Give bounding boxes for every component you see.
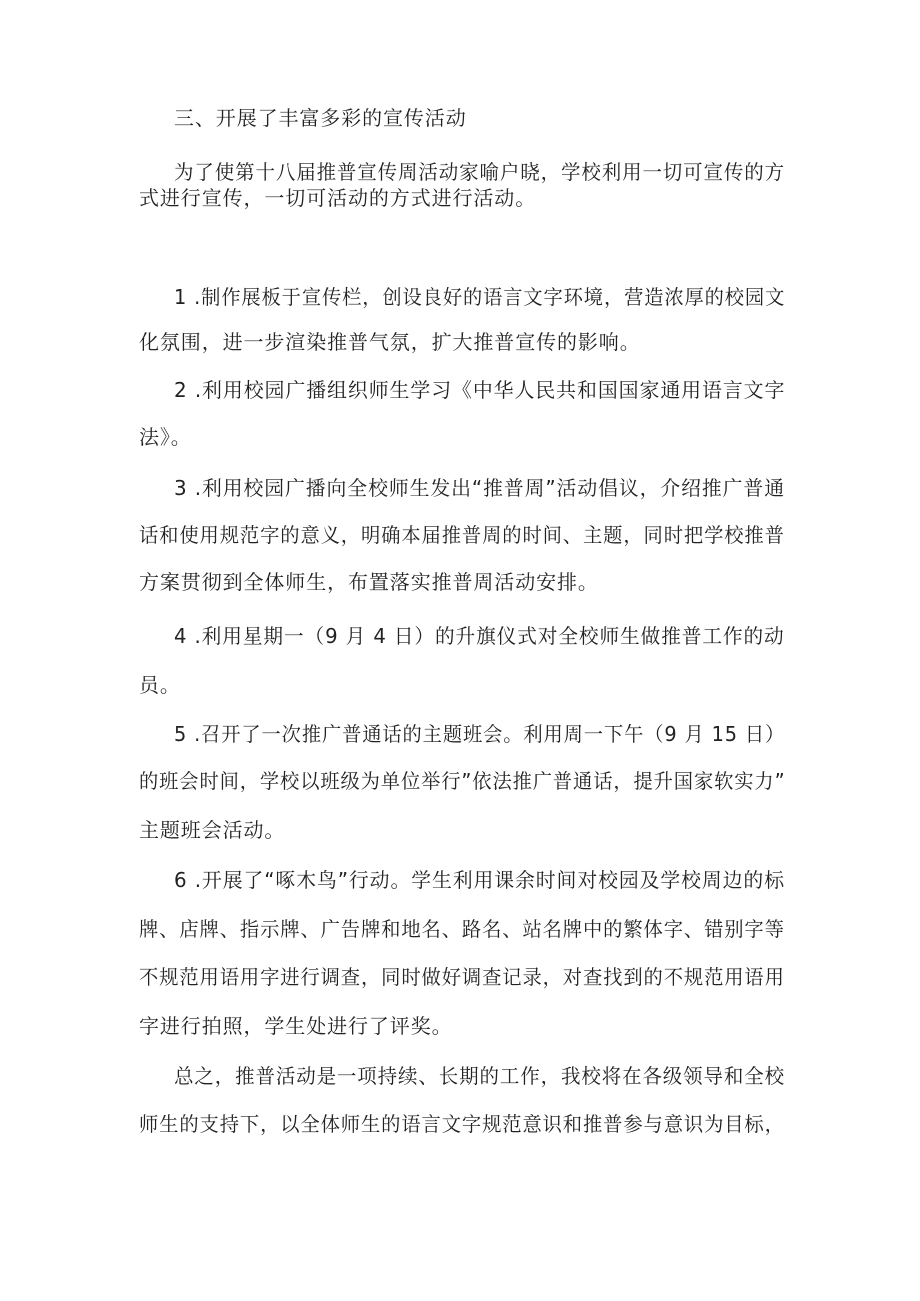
item-6-line-1: 6 .开展了“啄木鸟”行动。学生利用课余时间对校园及学校周边的标	[174, 868, 785, 892]
conclusion-line-1: 总之，推普活动是一项持续、长期的工作，我校将在各级领导和全校	[174, 1064, 786, 1088]
intro-line-2: 式进行宣传，一切可活动的方式进行活动。	[139, 186, 537, 210]
item-1-line-1: 1 .制作展板于宣传栏，创设良好的语言文字环境，营造浓厚的校园文	[174, 285, 786, 309]
item-6-line-4: 字进行拍照，学生处进行了评奖。	[139, 1014, 453, 1038]
item-5-line-2: 的班会时间，学校以班级为单位举行”依法推广普通话，提升国家软实力”	[139, 769, 786, 793]
item-3-line-2: 话和使用规范字的意义，明确本届推普周的时间、主题，同时把学校推普	[139, 523, 785, 547]
item-4-line-2: 员。	[139, 673, 181, 697]
item-3-line-1: 3 .利用校园广播向全校师生发出“推普周”活动倡议，介绍推广普通	[174, 476, 785, 500]
item-4-line-1: 4 .利用星期一（9 月 4 日）的升旗仪式对全校师生做推普工作的动	[174, 624, 785, 648]
item-3-line-3: 方案贯彻到全体师生，布置落实推普周活动安排。	[139, 570, 599, 594]
item-6-line-3: 不规范用语用字进行调查，同时做好调查记录，对查找到的不规范用语用	[139, 965, 785, 989]
conclusion-line-2: 师生的支持下，以全体师生的语言文字规范意识和推普参与意识为目标，	[139, 1112, 785, 1136]
item-5-line-1: 5 .召开了一次推广普通话的主题班会。利用周一下午（9 月 15 日）	[174, 722, 786, 746]
item-6-line-2: 牌、店牌、指示牌、广告牌和地名、路名、站名牌中的繁体字、错别字等	[139, 917, 785, 941]
item-1-line-2: 化氛围，进一步渲染推普气氛，扩大推普宣传的影响。	[139, 330, 641, 354]
section-heading: 三、开展了丰富多彩的宣传活动	[174, 106, 467, 130]
item-2-line-1: 2 .利用校园广播组织师生学习《中华人民共和国国家通用语言文字	[174, 378, 786, 402]
item-2-line-2: 法》。	[139, 425, 192, 449]
item-5-line-3: 主题班会活动。	[139, 818, 286, 842]
intro-line-1: 为了使第十八届推普宣传周活动家喻户晓，学校利用一切可宣传的方	[174, 160, 786, 184]
